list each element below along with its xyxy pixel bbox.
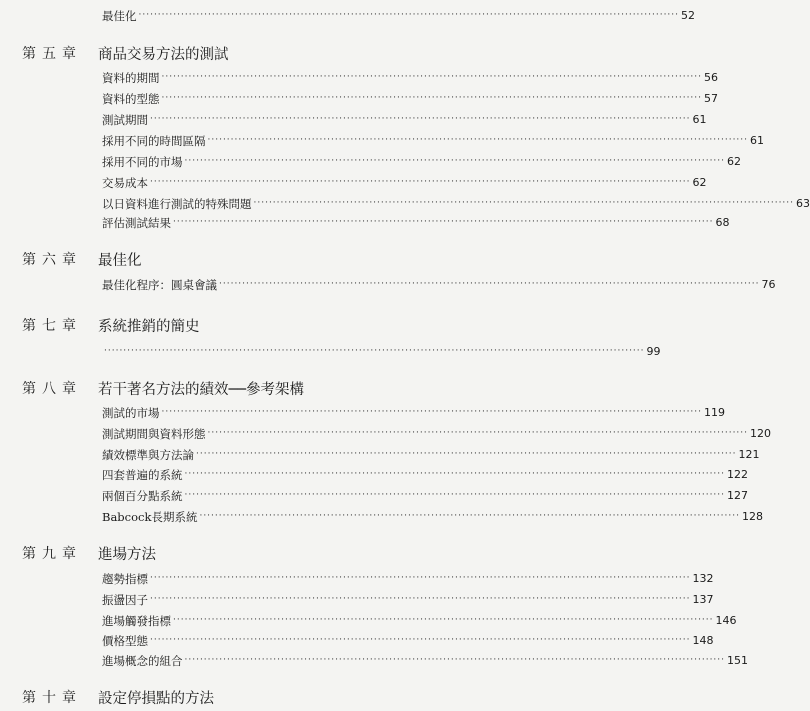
toc-entry	[102, 131, 765, 150]
chapter-number: 第八章	[22, 381, 82, 397]
leader-dots: ············································································································································	[138, 10, 680, 20]
entry-label: 最佳化程序：圓桌會議	[102, 277, 217, 292]
entry-page: 132	[692, 572, 714, 585]
entry-page: 137	[692, 593, 714, 606]
leader-dots: ············································································································································	[150, 114, 691, 124]
entry-label: 測試期間與資料形態	[102, 426, 206, 441]
leader-dots: ············································································································································	[184, 655, 726, 665]
leader-dots: ············································································································································	[150, 573, 691, 583]
entry-label: 測試的市場	[102, 405, 160, 420]
chapter-heading	[22, 314, 200, 336]
leader-dots: ············································································································································	[150, 635, 691, 645]
toc-entry	[102, 569, 714, 588]
chapter-heading	[22, 248, 142, 270]
toc-entry	[102, 403, 726, 422]
entry-page: 61	[692, 113, 707, 126]
entry-label: 測試期間	[102, 112, 148, 127]
entry-page: 120	[750, 427, 772, 440]
entry-page: 128	[741, 510, 763, 523]
toc-entry	[102, 631, 714, 650]
toc-entry	[102, 194, 810, 213]
entry-label: 最佳化	[102, 8, 137, 23]
chapter-number: 第六章	[22, 252, 82, 268]
leader-dots: ············································································································································	[184, 490, 726, 500]
toc-entry	[102, 6, 696, 25]
toc-entry	[102, 213, 730, 232]
chapter-title: 最佳化	[98, 252, 142, 269]
entry-page: 148	[692, 634, 714, 647]
chapter-number: 第十章	[22, 690, 82, 706]
entry-page: 122	[727, 468, 749, 481]
chapter-heading	[22, 377, 304, 399]
entry-page: 56	[704, 71, 719, 84]
toc-entry	[102, 89, 719, 108]
entry-label: 評估測試結果	[102, 215, 171, 230]
entry-label: 四套普遍的系統	[102, 467, 183, 482]
chapter-heading	[22, 686, 214, 708]
toc-entry	[102, 507, 763, 526]
leader-dots: ············································································································································	[184, 469, 726, 479]
entry-page: 121	[738, 448, 760, 461]
entry-label: 資料的期間	[102, 70, 160, 85]
entry-page: 76	[761, 278, 776, 291]
toc-entry	[102, 152, 742, 171]
leader-dots: ············································································································································	[184, 156, 726, 166]
leader-dots: ············································································································································	[207, 428, 749, 438]
chapter-heading	[22, 542, 156, 564]
leader-dots: ············································································································································	[207, 135, 749, 145]
chapter-title: 商品交易方法的測試	[98, 46, 229, 63]
entry-label: Babcock長期系統	[102, 509, 198, 524]
entry-label: 兩個百分點系統	[102, 488, 183, 503]
entry-label: 績效標準與方法論	[102, 447, 194, 462]
leader-dots: ············································································································································	[104, 346, 645, 356]
toc-entry	[102, 68, 719, 87]
leader-dots: ············································································································································	[161, 93, 703, 103]
entry-page: 62	[692, 176, 707, 189]
entry-page: 146	[715, 614, 737, 627]
leader-dots: ············································································································································	[199, 511, 740, 521]
chapter-number: 第九章	[22, 546, 82, 562]
chapter-title: 系統推銷的簡史	[98, 318, 200, 335]
entry-page: 119	[704, 406, 726, 419]
entry-label: 趨勢指標	[102, 571, 148, 586]
leader-dots: ············································································································································	[173, 217, 714, 227]
toc-entry	[102, 465, 749, 484]
toc-entry	[102, 445, 760, 464]
entry-page: 62	[727, 155, 742, 168]
entry-label: 振盪因子	[102, 592, 148, 607]
leader-dots: ············································································································································	[150, 177, 691, 187]
chapter-heading	[22, 42, 229, 64]
entry-label: 交易成本	[102, 175, 148, 190]
chapter-number: 第七章	[22, 318, 82, 334]
entry-label: 進場觸發指標	[102, 613, 171, 628]
entry-label: 採用不同的市場	[102, 154, 183, 169]
leader-dots: ············································································································································	[196, 449, 737, 459]
entry-label: 價格型態	[102, 633, 148, 648]
entry-page: 57	[704, 92, 719, 105]
toc-entry	[102, 590, 714, 609]
leader-dots: ············································································································································	[150, 594, 691, 604]
toc-entry	[102, 486, 749, 505]
entry-page: 63	[796, 197, 810, 210]
entry-page: 68	[715, 216, 730, 229]
entry-label: 資料的型態	[102, 91, 160, 106]
entry-page: 127	[727, 489, 749, 502]
chapter-title: 進場方法	[98, 546, 156, 563]
leader-dots: ············································································································································	[161, 72, 703, 82]
entry-page: 52	[681, 9, 696, 22]
chapter-title: 若干著名方法的績效──參考架構	[98, 381, 304, 398]
toc-entry	[102, 110, 707, 129]
entry-label: 採用不同的時間區隔	[102, 133, 206, 148]
toc-entry	[102, 651, 749, 670]
leader-dots: ············································································································································	[219, 279, 760, 289]
leader-dots: ············································································································································	[161, 407, 703, 417]
toc-entry	[102, 275, 776, 294]
chapter-title: 設定停損點的方法	[98, 690, 214, 707]
toc-entry	[102, 424, 772, 443]
chapter-number: 第五章	[22, 46, 82, 62]
entry-label: 以日資料進行測試的特殊問題	[102, 196, 252, 211]
toc-entry	[102, 173, 707, 192]
entry-label: 進場概念的組合	[102, 653, 183, 668]
toc-entry	[102, 611, 737, 630]
entry-page: 99	[646, 345, 661, 358]
leader-dots: ············································································································································	[173, 615, 714, 625]
leader-dots: ············································································································································	[253, 198, 795, 208]
toc-entry	[102, 342, 661, 361]
entry-page: 151	[727, 654, 749, 667]
entry-page: 61	[750, 134, 765, 147]
